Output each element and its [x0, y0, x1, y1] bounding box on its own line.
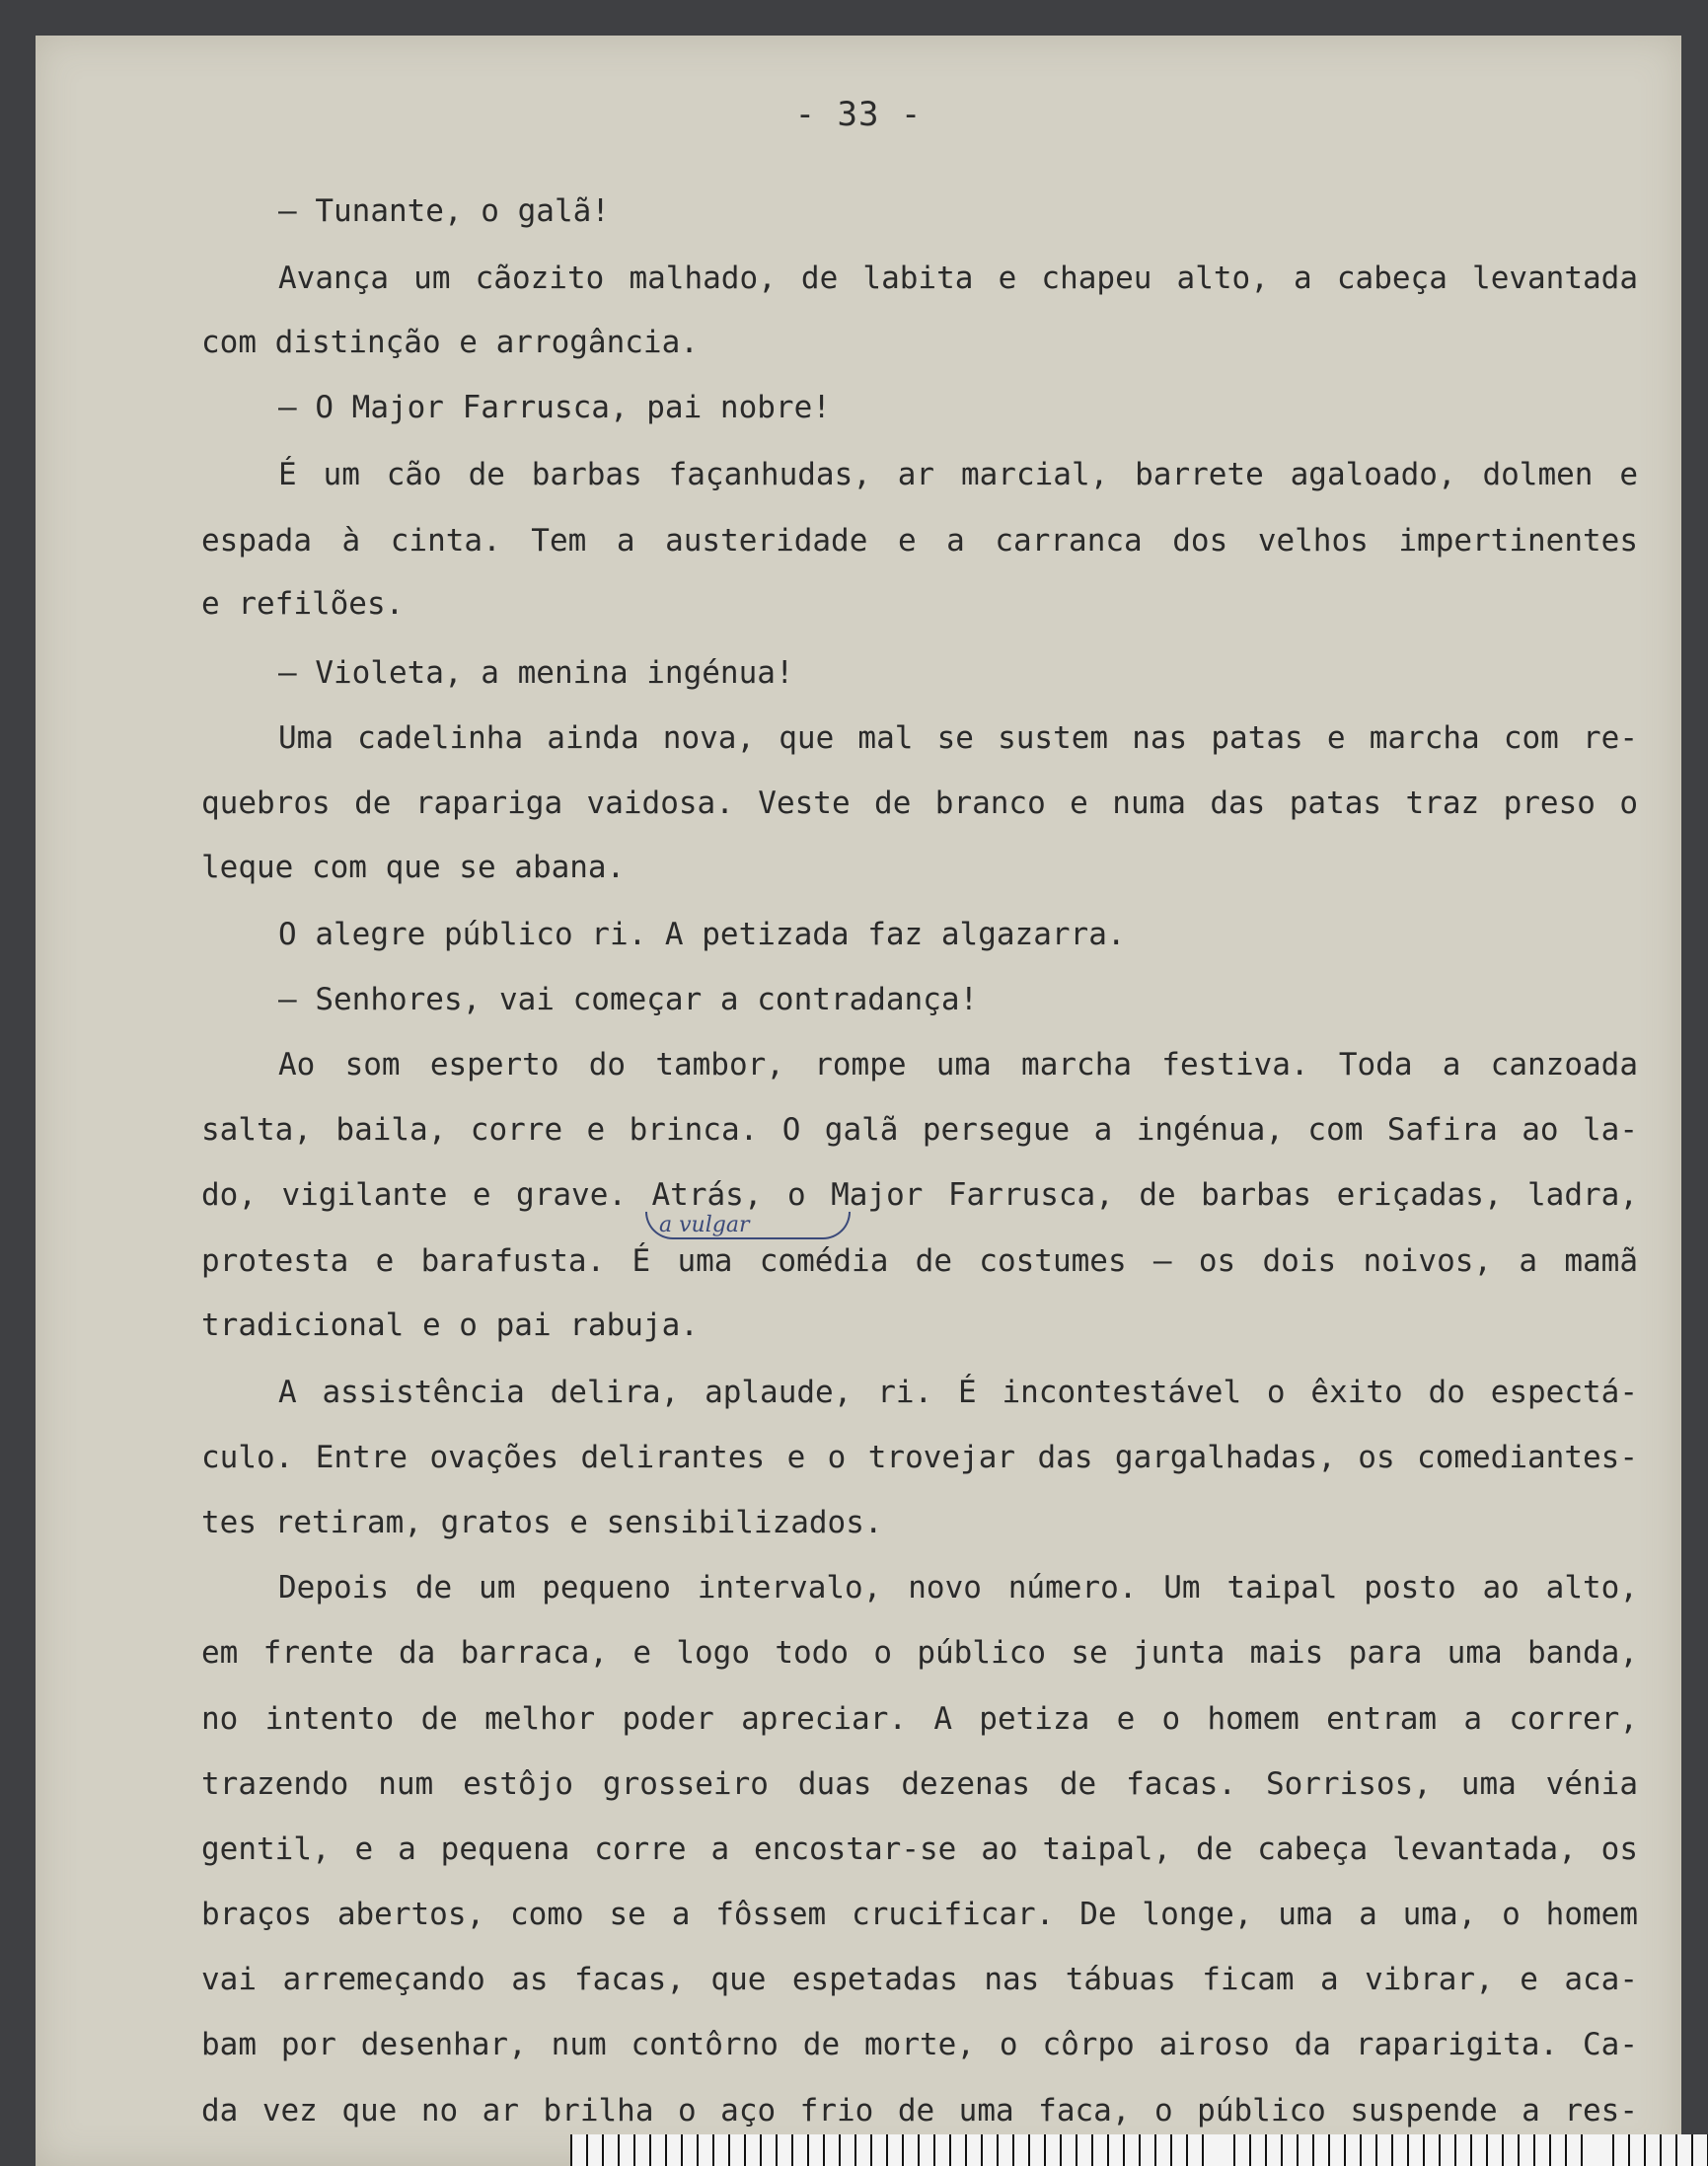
typewritten-page	[36, 36, 1681, 2166]
ruler-gap	[1216, 2134, 1222, 2166]
text-line: em frente da barraca, e logo todo o público se junta mais para uma banda,	[201, 1635, 1638, 1671]
text-line: tradicional e o pai rabuja.	[201, 1307, 699, 1343]
text-line: salta, baila, corre e brinca. O galã persegue a ingénua, com Safira ao la-	[201, 1112, 1638, 1148]
text-line: Depois de um pequeno intervalo, novo número. Um taipal posto ao alto,	[278, 1570, 1638, 1606]
text-line: — Tunante, o galã!	[278, 193, 610, 229]
text-line: Ao som esperto do tambor, rompe uma marcha festiva. Toda a canzoada	[278, 1047, 1638, 1083]
text-line: com distinção e arrogância.	[201, 325, 699, 360]
text-line: protesta e barafusta. É uma comédia de costumes — os dois noivos, a mamã	[201, 1243, 1638, 1279]
text-line: Avança um cãozito malhado, de labita e chapeu alto, a cabeça levantada	[278, 261, 1638, 296]
text-line: A assistência delira, aplaude, ri. É incontestável o êxito do espectá-	[278, 1375, 1638, 1410]
text-line: vai arremeçando as facas, que espetadas nas tábuas ficam a vibrar, e aca-	[201, 1962, 1638, 1997]
text-line: tes retiram, gratos e sensibilizados.	[201, 1505, 883, 1540]
text-line: trazendo num estôjo grosseiro duas dezenas de facas. Sorrisos, uma vénia	[201, 1766, 1638, 1802]
text-line: Uma cadelinha ainda nova, que mal se sustem nas patas e marcha com re-	[278, 720, 1638, 756]
text-line: gentil, e a pequena corre a encostar-se ao taipal, de cabeça levantada, os	[201, 1831, 1638, 1867]
page-number: - 33 -	[794, 95, 923, 134]
text-line: bam por desenhar, num contôrno de morte, o côrpo airoso da raparigita. Ca-	[201, 2027, 1638, 2062]
text-line: culo. Entre ovações delirantes e o trovejar das gargalhadas, os comediantes-	[201, 1440, 1638, 1475]
text-line: — Violeta, a menina ingénua!	[278, 655, 794, 691]
text-line: — Senhores, vai começar a contradança!	[278, 982, 979, 1017]
ruler-gap	[1589, 2134, 1598, 2166]
text-line: e refilões.	[201, 586, 405, 622]
scale-ruler	[570, 2134, 1708, 2166]
text-line: quebros de rapariga vaidosa. Veste de branco e numa das patas traz preso o	[201, 785, 1638, 821]
text-line: do, vigilante e grave. Atrás, o Major Farrusca, de barbas eriçadas, ladra,	[201, 1177, 1638, 1213]
text-line: — O Major Farrusca, pai nobre!	[278, 390, 831, 425]
text-line: espada à cinta. Tem a austeridade e a carranca dos velhos impertinentes	[201, 523, 1638, 559]
handwritten-annotation: a vulgar	[659, 1213, 750, 1237]
text-line: leque com que se abana.	[201, 850, 626, 885]
text-line: É um cão de barbas façanhudas, ar marcial, barrete agaloado, dolmen e	[278, 457, 1638, 492]
text-line: no intento de melhor poder apreciar. A petiza e o homem entram a correr,	[201, 1701, 1638, 1737]
text-line: braços abertos, como se a fôssem crucificar. De longe, uma a uma, o homem	[201, 1897, 1638, 1932]
text-line: da vez que no ar brilha o aço frio de uma faca, o público suspende a res-	[201, 2093, 1638, 2129]
text-line: O alegre público ri. A petizada faz algazarra.	[278, 917, 1126, 952]
